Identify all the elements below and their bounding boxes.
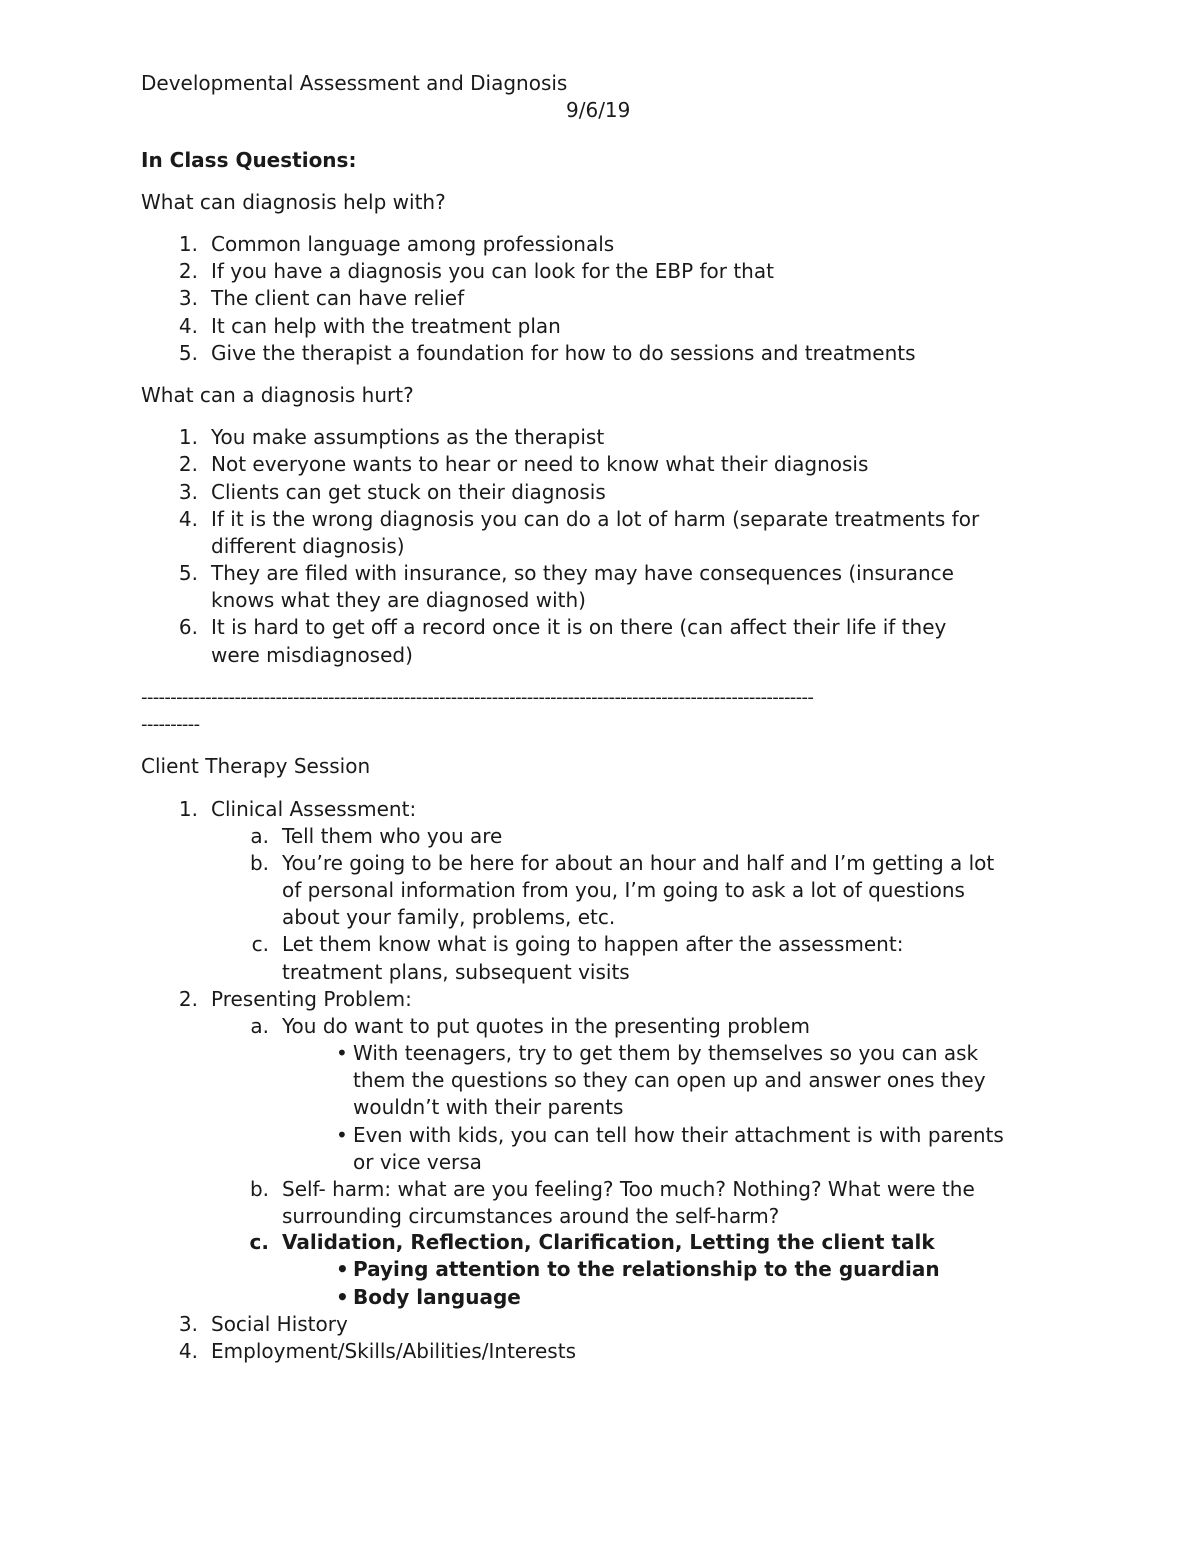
list-item: Give the therapist a foundation for how to do sessions and treatments	[211, 341, 916, 365]
list-number: 2.	[178, 259, 198, 283]
list-letter: a.	[250, 1014, 269, 1038]
bullet-item-continuation: wouldn’t with their parents	[353, 1095, 624, 1119]
list-item: Social History	[211, 1312, 348, 1336]
list-number: 1.	[178, 797, 198, 821]
list-item-continuation: knows what they are diagnosed with)	[211, 588, 586, 612]
bullet-icon: •	[336, 1123, 348, 1147]
list-item: They are filed with insurance, so they may have consequences (insurance	[211, 561, 954, 585]
list-item: If you have a diagnosis you can look for the EBP for that	[211, 259, 774, 283]
list-subitem-emphasis: Validation, Reflection, Clarification, Letting the client talk	[282, 1230, 935, 1254]
list-letter: a.	[250, 824, 269, 848]
list-item: Not everyone wants to hear or need to know what their diagnosis	[211, 452, 869, 476]
list-item: Common language among professionals	[211, 232, 615, 256]
list-subitem: Let them know what is going to happen after the assessment:	[282, 932, 904, 956]
list-item: Clients can get stuck on their diagnosis	[211, 480, 606, 504]
list-item-continuation: were misdiagnosed)	[211, 643, 413, 667]
bullet-icon: •	[336, 1285, 349, 1309]
list-item: Presenting Problem:	[211, 987, 412, 1011]
list-number: 5.	[178, 341, 198, 365]
list-item-continuation: different diagnosis)	[211, 534, 405, 558]
bullet-item: Even with kids, you can tell how their attachment is with parents	[353, 1123, 1004, 1147]
list-number: 6.	[178, 615, 198, 639]
list-item: Clinical Assessment:	[211, 797, 417, 821]
document-date: 9/6/19	[566, 98, 631, 122]
list-subitem-continuation: about your family, problems, etc.	[282, 905, 616, 929]
list-subitem: You do want to put quotes in the presenting problem	[282, 1014, 810, 1038]
list-number: 4.	[178, 507, 198, 531]
list-subitem-continuation: treatment plans, subsequent visits	[282, 960, 630, 984]
list-number: 3.	[178, 480, 198, 504]
list-item: The client can have relief	[211, 286, 465, 310]
list-letter: c.	[249, 1230, 269, 1254]
bullet-item-emphasis: Body language	[353, 1285, 521, 1309]
list-subitem: Tell them who you are	[282, 824, 503, 848]
bullet-item-emphasis: Paying attention to the relationship to the guardian	[353, 1257, 940, 1281]
document-title: Developmental Assessment and Diagnosis	[141, 71, 568, 95]
list-number: 1.	[178, 232, 198, 256]
bullet-item-continuation: or vice versa	[353, 1150, 482, 1174]
bullet-icon: •	[336, 1041, 348, 1065]
list-letter: b.	[249, 1177, 269, 1201]
separator-line: -------------------------------------------------------------------------------------------------------------------	[141, 687, 814, 708]
list-number: 3.	[178, 286, 198, 310]
bullet-item: With teenagers, try to get them by themselves so you can ask	[353, 1041, 979, 1065]
list-subitem-continuation: of personal information from you, I’m going to ask a lot of questions	[282, 878, 965, 902]
bullet-item-continuation: them the questions so they can open up and answer ones they	[353, 1068, 986, 1092]
list-item: Employment/Skills/Abilities/Interests	[211, 1339, 576, 1363]
list-number: 3.	[178, 1312, 198, 1336]
list-number: 4.	[178, 1339, 198, 1363]
separator-line: ----------	[141, 714, 200, 735]
list-number: 2.	[178, 452, 198, 476]
list-number: 2.	[178, 987, 198, 1011]
list-item: It is hard to get off a record once it is on there (can affect their life if they	[211, 615, 947, 639]
list-letter: c.	[251, 932, 269, 956]
list-item: You make assumptions as the therapist	[211, 425, 605, 449]
question-hurt: What can a diagnosis hurt?	[141, 383, 414, 407]
section-heading-in-class: In Class Questions:	[141, 148, 357, 172]
list-item: If it is the wrong diagnosis you can do a lot of harm (separate treatments for	[211, 507, 980, 531]
list-subitem-continuation: surrounding circumstances around the self-harm?	[282, 1204, 780, 1228]
list-subitem: Self- harm: what are you feeling? Too much? Nothing? What were the	[282, 1177, 975, 1201]
list-number: 1.	[178, 425, 198, 449]
list-letter: b.	[249, 851, 269, 875]
list-item: It can help with the treatment plan	[211, 314, 561, 338]
question-help: What can diagnosis help with?	[141, 190, 446, 214]
bullet-icon: •	[336, 1257, 349, 1281]
list-number: 4.	[178, 314, 198, 338]
section-heading-session: Client Therapy Session	[141, 754, 371, 778]
list-subitem: You’re going to be here for about an hour and half and I’m getting a lot	[282, 851, 995, 875]
list-number: 5.	[178, 561, 198, 585]
